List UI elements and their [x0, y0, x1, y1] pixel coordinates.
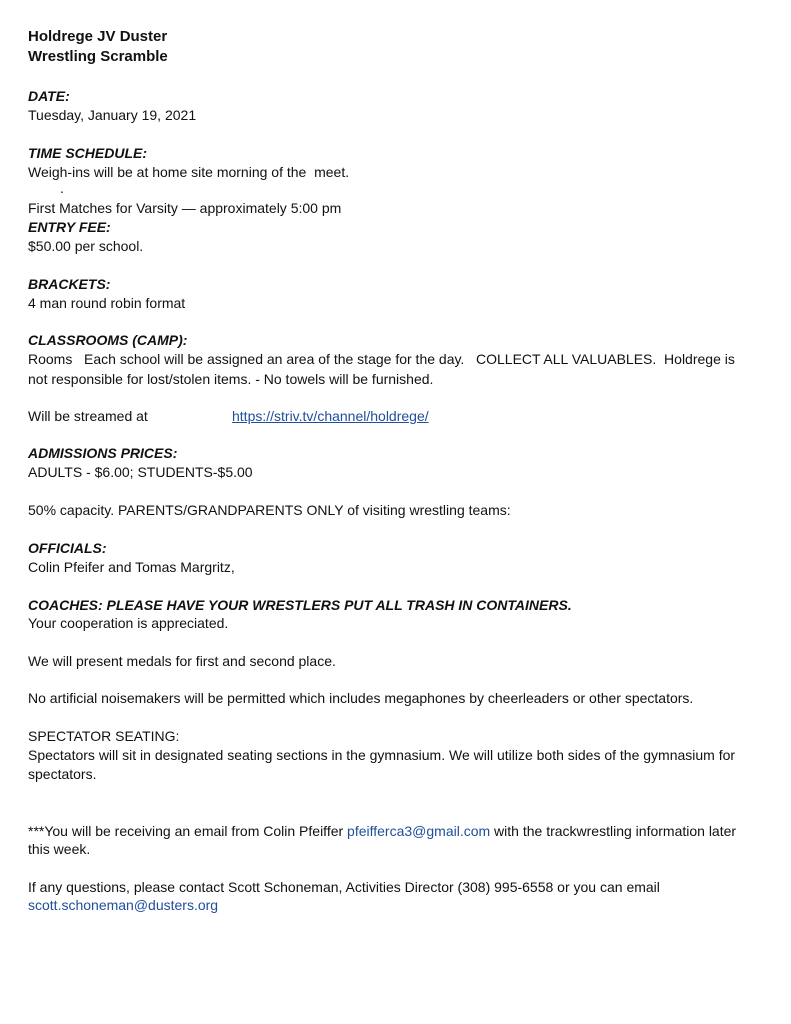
admissions-heading: ADMISSIONS PRICES:: [28, 445, 178, 461]
classrooms-line-2: not responsible for lost/stolen items. - No towels will be furnished.: [28, 371, 434, 387]
document-title-line-2: Wrestling Scramble: [28, 48, 168, 65]
stream-link[interactable]: https://striv.tv/channel/holdrege/: [232, 408, 429, 424]
contact-email-link[interactable]: scott.schoneman@dusters.org: [28, 897, 219, 913]
classrooms-heading: CLASSROOMS (CAMP):: [28, 332, 188, 348]
classrooms-line-1: Rooms Each school will be assigned an area of the stage for the day. COLLECT ALL VALUABLES. Holdrege is: [28, 351, 735, 367]
coaches-value: Your cooperation is appreciated.: [28, 615, 229, 631]
entry-fee-value: $50.00 per school.: [28, 238, 144, 254]
email-note-line-1: [28, 823, 736, 840]
email-note-prefix: ***You will be receiving an email from Colin Pfeiffer: [28, 823, 348, 839]
officials-value: Colin Pfeifer and Tomas Margritz,: [28, 559, 235, 575]
time-schedule-heading: TIME SCHEDULE:: [28, 145, 147, 161]
date-value: Tuesday, January 19, 2021: [28, 107, 197, 123]
noisemakers-text: No artificial noisemakers will be permitted which includes megaphones by cheerleaders or other spectators.: [28, 690, 694, 706]
stray-dot: .: [60, 180, 64, 196]
email-note-line-2: this week.: [28, 841, 91, 857]
weigh-ins-text: Weigh-ins will be at home site morning of the meet.: [28, 164, 350, 180]
coaches-heading: COACHES: PLEASE HAVE YOUR WRESTLERS PUT ALL TRASH IN CONTAINERS.: [28, 597, 572, 613]
date-heading: DATE:: [28, 88, 70, 104]
entry-fee-heading: ENTRY FEE:: [28, 219, 111, 235]
first-matches-text: First Matches for Varsity — approximately 5:00 pm: [28, 200, 342, 216]
document-title-line-1: Holdrege JV Duster: [28, 28, 168, 45]
seating-line-1: Spectators will sit in designated seating sections in the gymnasium. We will utilize both sides of the gymnasium for: [28, 747, 736, 763]
brackets-heading: BRACKETS:: [28, 276, 111, 292]
colin-email-link[interactable]: pfeifferca3@gmail.com: [347, 823, 491, 839]
email-note-suffix: with the trackwrestling information later: [490, 823, 737, 839]
stream-label: Will be streamed at: [28, 408, 148, 424]
medals-text: We will present medals for first and second place.: [28, 653, 336, 669]
admissions-value: ADULTS - $6.00; STUDENTS-$5.00: [28, 464, 253, 480]
brackets-value: 4 man round robin format: [28, 295, 186, 311]
contact-line-1: If any questions, please contact Scott Schoneman, Activities Director (308) 995-6558 or you can email: [28, 879, 660, 895]
seating-heading: SPECTATOR SEATING:: [28, 728, 180, 744]
capacity-text: 50% capacity. PARENTS/GRANDPARENTS ONLY of visiting wrestling teams:: [28, 502, 511, 518]
seating-line-2: spectators.: [28, 766, 97, 782]
officials-heading: OFFICIALS:: [28, 540, 107, 556]
